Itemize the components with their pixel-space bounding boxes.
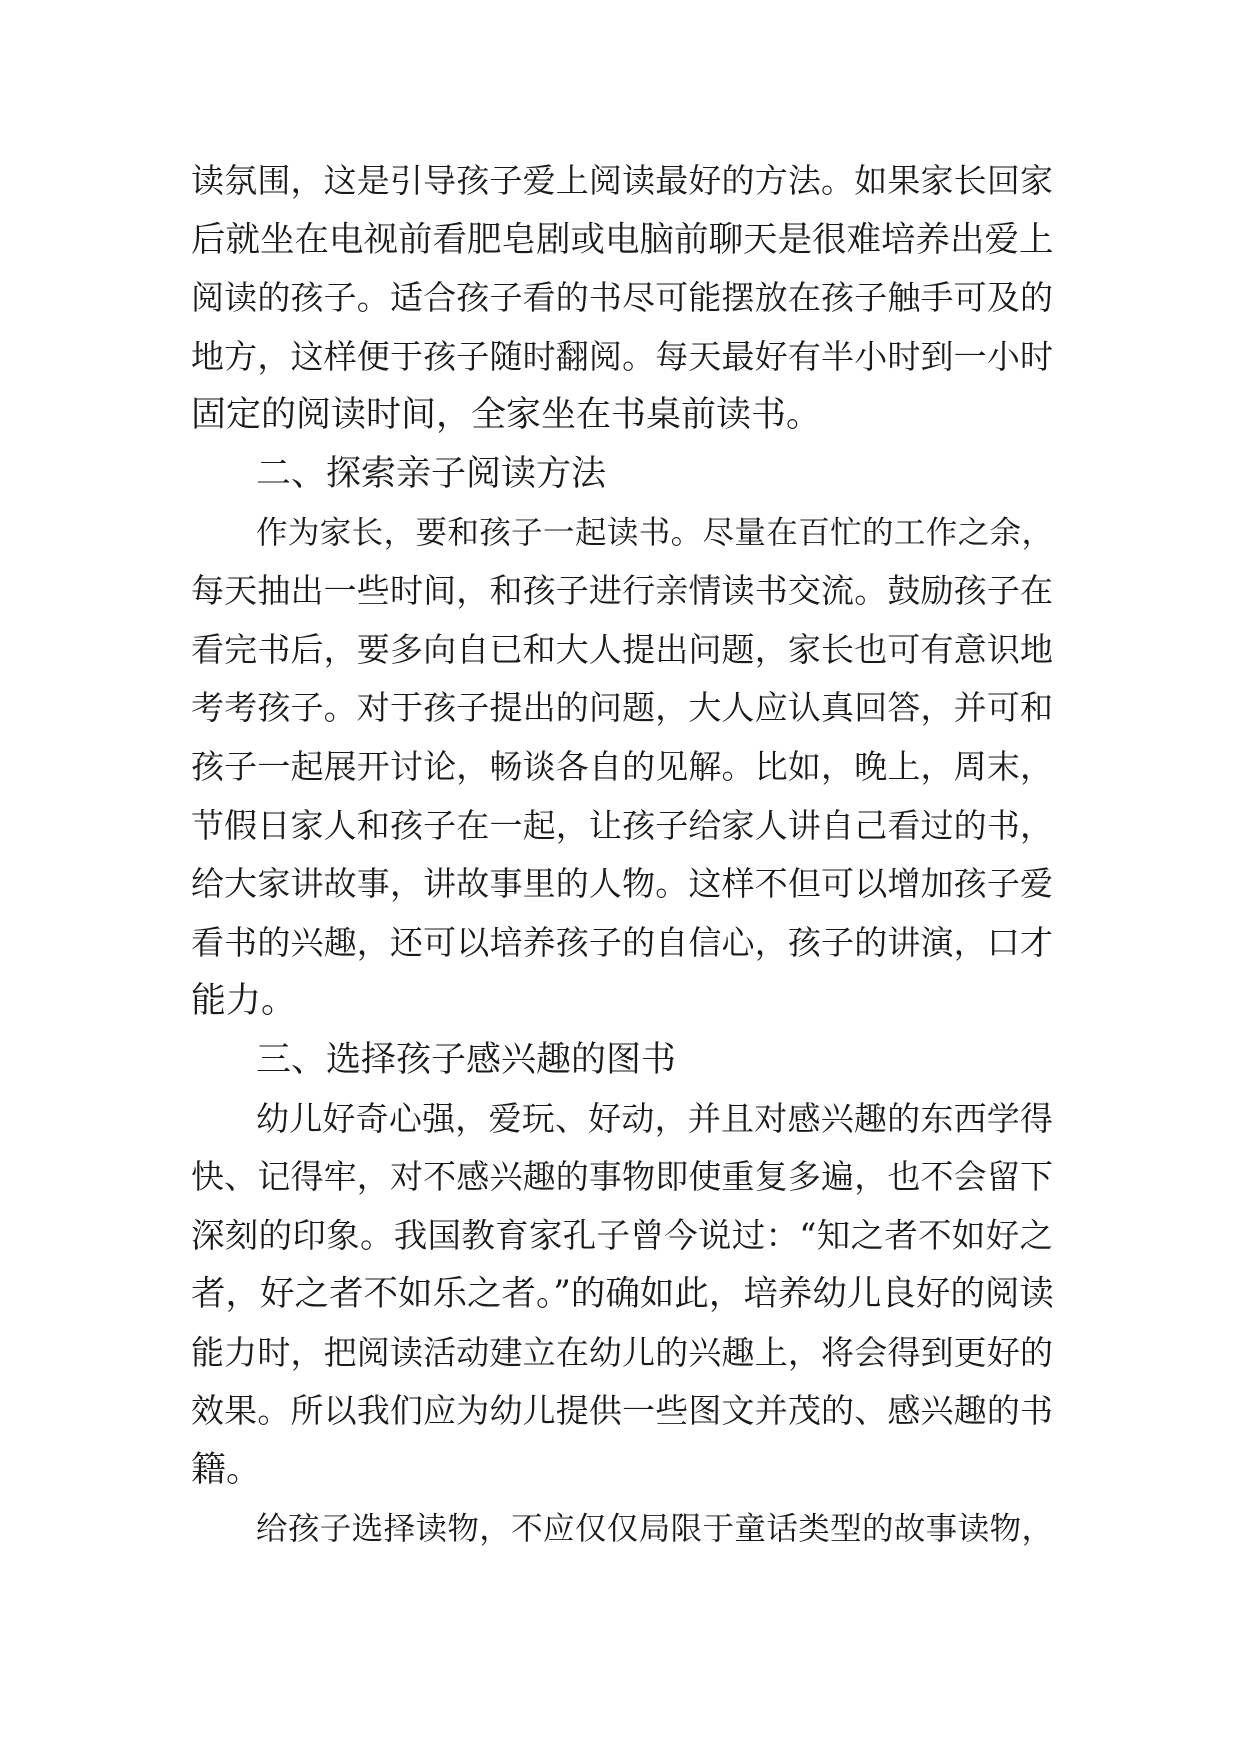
body-text — [191, 152, 1053, 1558]
text-line: 每天抽出一些时间，和孩子进行亲情读书交流。鼓励孩子在 — [191, 571, 1053, 611]
text-line: 看完书后，要多向自已和大人提出问题，家长也可有意识地 — [191, 629, 1053, 669]
text-line: 后就坐在电视前看肥皂剧或电脑前聊天是很难培养出爱上 — [191, 219, 1054, 260]
text-line: 给孩子选择读物，不应仅仅局限于童话类型的故事读物， — [256, 1510, 1053, 1547]
text-line: 能力时，把阅读活动建立在幼儿的兴趣上，将会得到更好的 — [191, 1332, 1053, 1372]
text-line: 读氛围，这是引导孩子爱上阅读最好的方法。如果家长回家 — [191, 161, 1053, 200]
text-line: 能力。 — [191, 981, 297, 1022]
text-line: 效果。所以我们应为幼儿提供一些图文并茂的、感兴趣的书 — [191, 1391, 1053, 1431]
text-line: 地方，这样便于孩子随时翻阅。每天最好有半小时到一小时 — [191, 336, 1053, 376]
text-line: 幼儿好奇心强，爱玩、好动，并且对感兴趣的东西学得 — [256, 1098, 1053, 1138]
text-line: 阅读的孩子。适合孩子看的书尽可能摆放在孩子触手可及的 — [191, 278, 1053, 318]
text-line: 籍。 — [191, 1450, 262, 1491]
section-heading: 三、选择孩子感兴趣的图书 — [256, 1039, 677, 1080]
text-line: 给大家讲故事，讲故事里的人物。这样不但可以增加孩子爱 — [191, 864, 1053, 904]
text-line: 孩子一起展开讨论，畅谈各自的见解。比如，晚上，周末， — [191, 746, 1053, 786]
text-line: 作为家长，要和孩子一起读书。尽量在百忙的工作之余， — [256, 514, 1053, 551]
text-line: 节假日家人和孩子在一起，让孩子给家人讲自己看过的书， — [191, 805, 1053, 845]
text-line: 者，好之者不如乐之者。”的确如此，培养幼儿良好的阅读 — [191, 1274, 1054, 1315]
text-line: 看书的兴趣，还可以培养孩子的自信心，孩子的讲演，口才 — [191, 922, 1053, 962]
text-line: 固定的阅读时间，全家坐在书桌前读书。 — [191, 395, 822, 436]
text-line: 快、记得牢，对不感兴趣的事物即使重复多遍，也不会留下 — [191, 1157, 1053, 1197]
section-heading: 二、探索亲子阅读方法 — [256, 453, 607, 494]
text-line: 深刻的印象。我国教育家孔子曾今说过：“知之者不如好之 — [191, 1215, 1053, 1255]
text-line: 考考孩子。对于孩子提出的问题，大人应认真回答，并可和 — [191, 688, 1053, 728]
